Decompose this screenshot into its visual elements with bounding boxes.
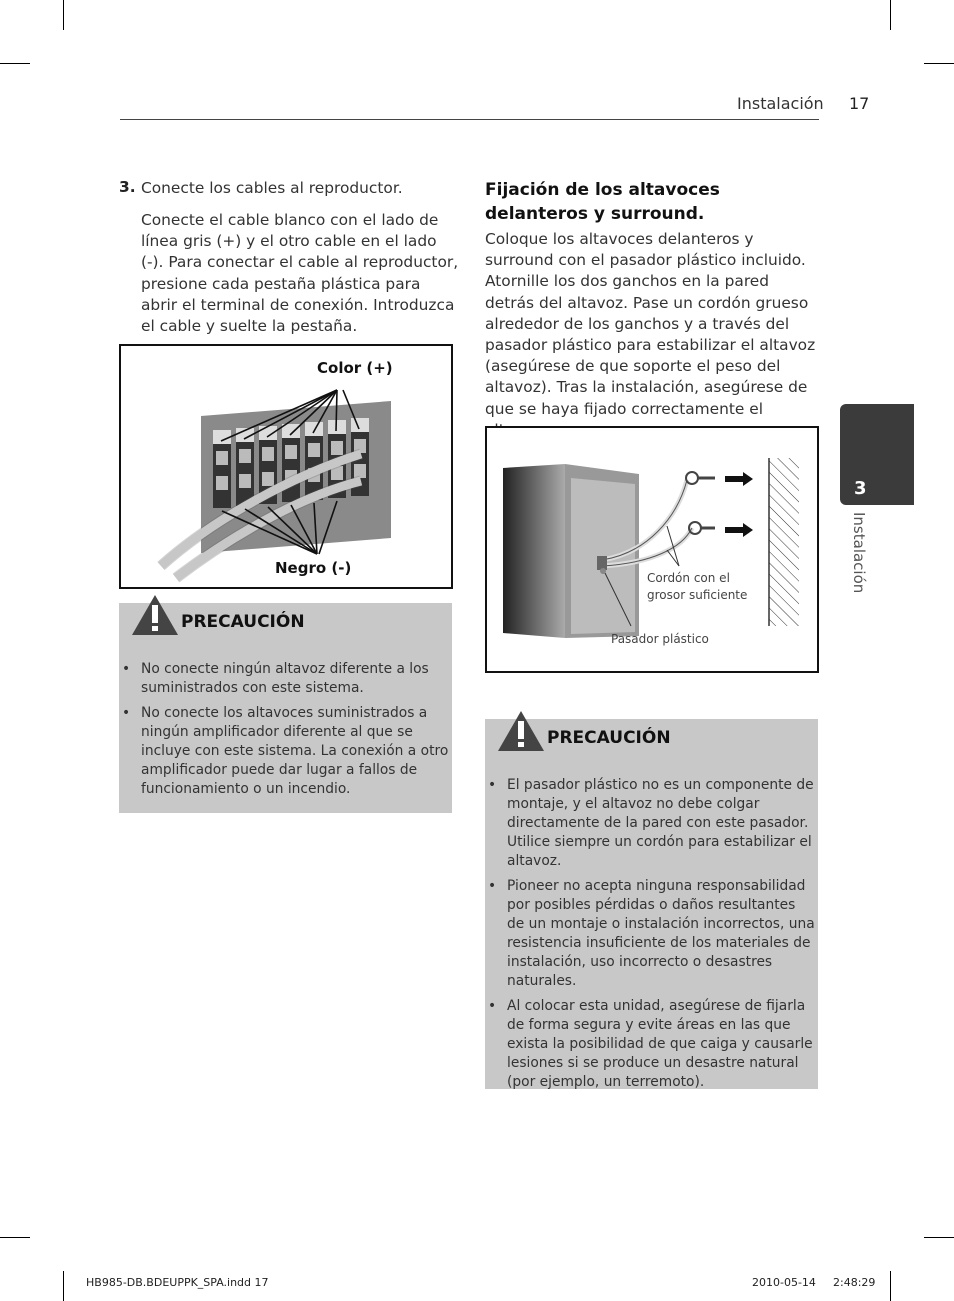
section-paragraph: Coloque los altavoces delanteros y surround con el pasador plástico incluido. Atornille los dos ganchos en la pared detrás del altavoz. Pase un cordón grueso alrededor de los ganchos y a través del pasador plástico para estabilizar el altavoz (asegúrese de que soporte el peso del altavoz). Tras la instalación, asegúrese de que se haya fijado correctamente el: [485, 230, 816, 418]
warning-icon: [496, 709, 546, 753]
step-title: Conecte los cables al reproductor.: [141, 179, 403, 197]
cord-label-line-1: Cordón con el: [647, 571, 730, 585]
caution-list: [119, 660, 449, 805]
caution-title: PRECAUCIÓN: [181, 612, 305, 632]
list-item: • Al colocar esta unidad, asegúrese de fijarla de forma segura y evite áreas en las que exista la posibilidad de que caiga y causarle lesiones si se produce un desastre natural (por ejemplo, un terremoto).: [485, 997, 815, 1092]
chapter-label: Instalación: [850, 512, 868, 594]
terminal-illustration: [121, 346, 451, 587]
crop-mark: [63, 0, 64, 30]
footer-time: 2:48:29: [833, 1276, 876, 1289]
caution-list: [485, 776, 815, 1098]
footer-date: 2010-05-14: [752, 1276, 816, 1289]
caution-box-right: [485, 719, 818, 1089]
crop-mark: [890, 1271, 891, 1301]
crop-mark: [924, 63, 954, 64]
crop-mark: [0, 63, 30, 64]
header-rule: [120, 119, 819, 120]
crop-mark: [63, 1271, 64, 1301]
label-black-minus: Negro (-): [275, 559, 352, 577]
step-number: 3.: [119, 178, 136, 196]
crop-mark: [890, 0, 891, 30]
mounting-figure: [485, 426, 819, 673]
footer-filename: HB985-DB.BDEUPPK_SPA.indd 17: [86, 1276, 269, 1289]
list-item: • No conecte los altavoces suministrados a ningún amplificador diferente al que se incluye con este sistema. La conexión a otro amplificador puede dar lugar a fallos de funcionamiento o un incendio.: [119, 704, 449, 799]
warning-icon: [130, 593, 180, 637]
crop-mark: [0, 1237, 30, 1238]
list-item: • No conecte ningún altavoz diferente a los suministrados con este sistema.: [119, 660, 449, 698]
list-item: • El pasador plástico no es un componente de montaje, y el altavoz no debe colgar directamente de la pared con este pasador. Utilice siempre un cordón para estabilizar el altavoz.: [485, 776, 815, 871]
caution-box-left: [119, 603, 452, 813]
label-color-plus: Color (+): [317, 359, 393, 377]
crop-mark: [924, 1237, 954, 1238]
header-section-title: Instalación: [737, 94, 824, 113]
step-paragraph: Conecte el cable blanco con el lado de línea gris (+) y el otro cable en el lado (-). Para conectar el cable al reproductor, presione cada pestaña plástica para abrir el terminal de conexión. Introduzca el cable y suelte la pestaña.: [141, 211, 459, 336]
caution-title: PRECAUCIÓN: [547, 728, 671, 748]
cord-label-line-2: grosor suficiente: [647, 588, 748, 602]
chapter-tab: [840, 404, 914, 505]
list-item: • Pioneer no acepta ninguna responsabilidad por posibles pérdidas o daños resultantes de un montaje o instalación incorrectos, una resistencia insuficiente de los materiales de instalación, uso incorrecto o desastres naturales.: [485, 877, 815, 991]
section-title: Fijación de los altavoces delanteros y surround.: [485, 180, 720, 224]
cord-label: [647, 570, 747, 604]
page-number: 17: [849, 94, 870, 113]
chapter-number: 3: [854, 478, 867, 499]
terminal-figure: [119, 344, 453, 589]
pin-label: Pasador plástico: [611, 632, 709, 646]
